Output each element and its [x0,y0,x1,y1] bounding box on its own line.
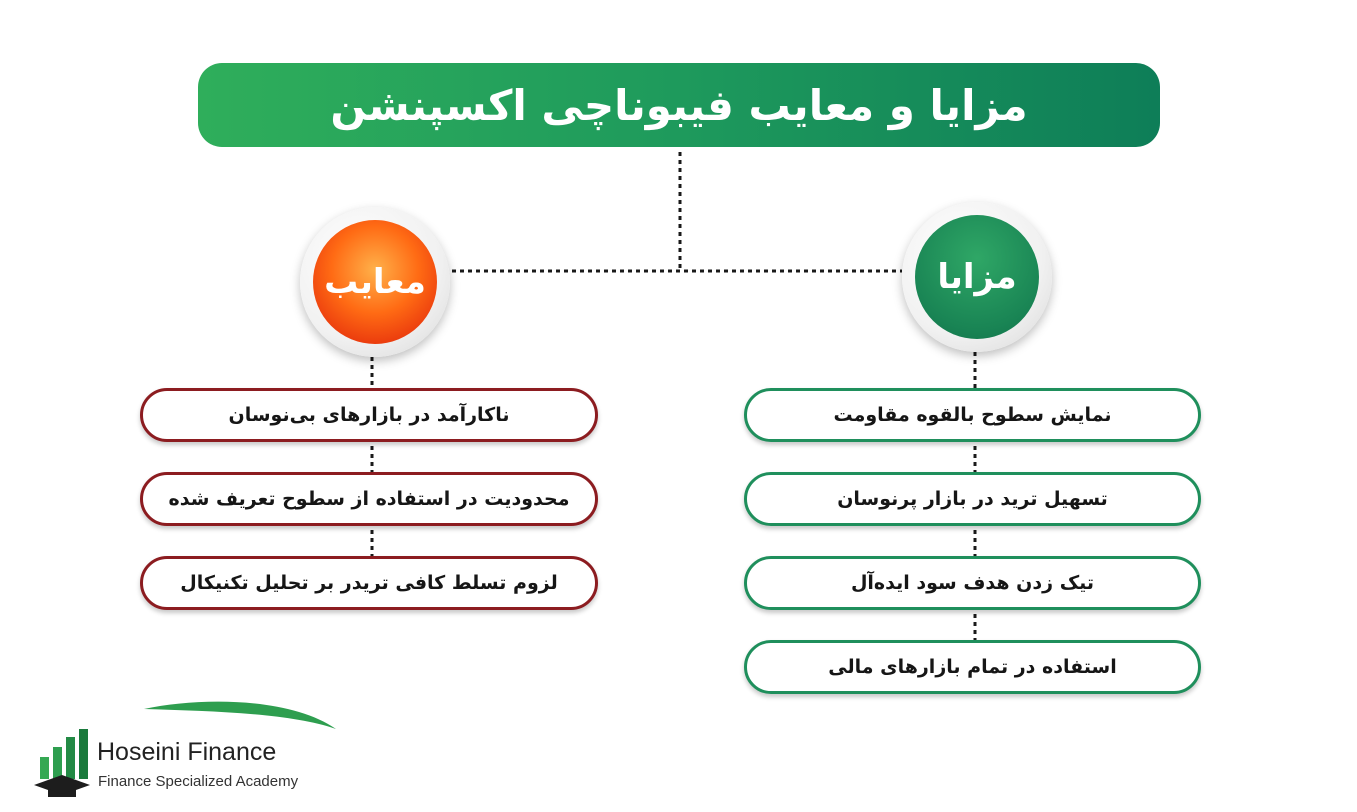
con-item-3: لزوم تسلط کافی تریدر بر تحلیل تکنیکال [140,556,598,610]
pros-node [902,202,1052,352]
cons-node [300,207,450,357]
cons-heading: معایب [313,220,437,344]
pros-heading: مزایا [915,215,1039,339]
diagram-title: مزایا و معایب فیبوناچی اکسپنشن [198,63,1160,147]
con-item-2: محدودیت در استفاده از سطوح تعریف شده [140,472,598,526]
pro-item-3: تیک زدن هدف سود ایده‌آل [744,556,1201,610]
con-item-1: ناکارآمد در بازارهای بی‌نوسان [140,388,598,442]
brand-name: Hoseini Finance [97,738,277,766]
brand-tagline: Finance Specialized Academy [98,773,299,790]
pro-item-2: تسهیل ترید در بازار پرنوسان [744,472,1201,526]
brand-swoosh [140,695,340,735]
brand-logo-icon [32,727,92,799]
pro-item-4: استفاده در تمام بازارهای مالی [744,640,1201,694]
pro-item-1: نمایش سطوح بالقوه مقاومت [744,388,1201,442]
